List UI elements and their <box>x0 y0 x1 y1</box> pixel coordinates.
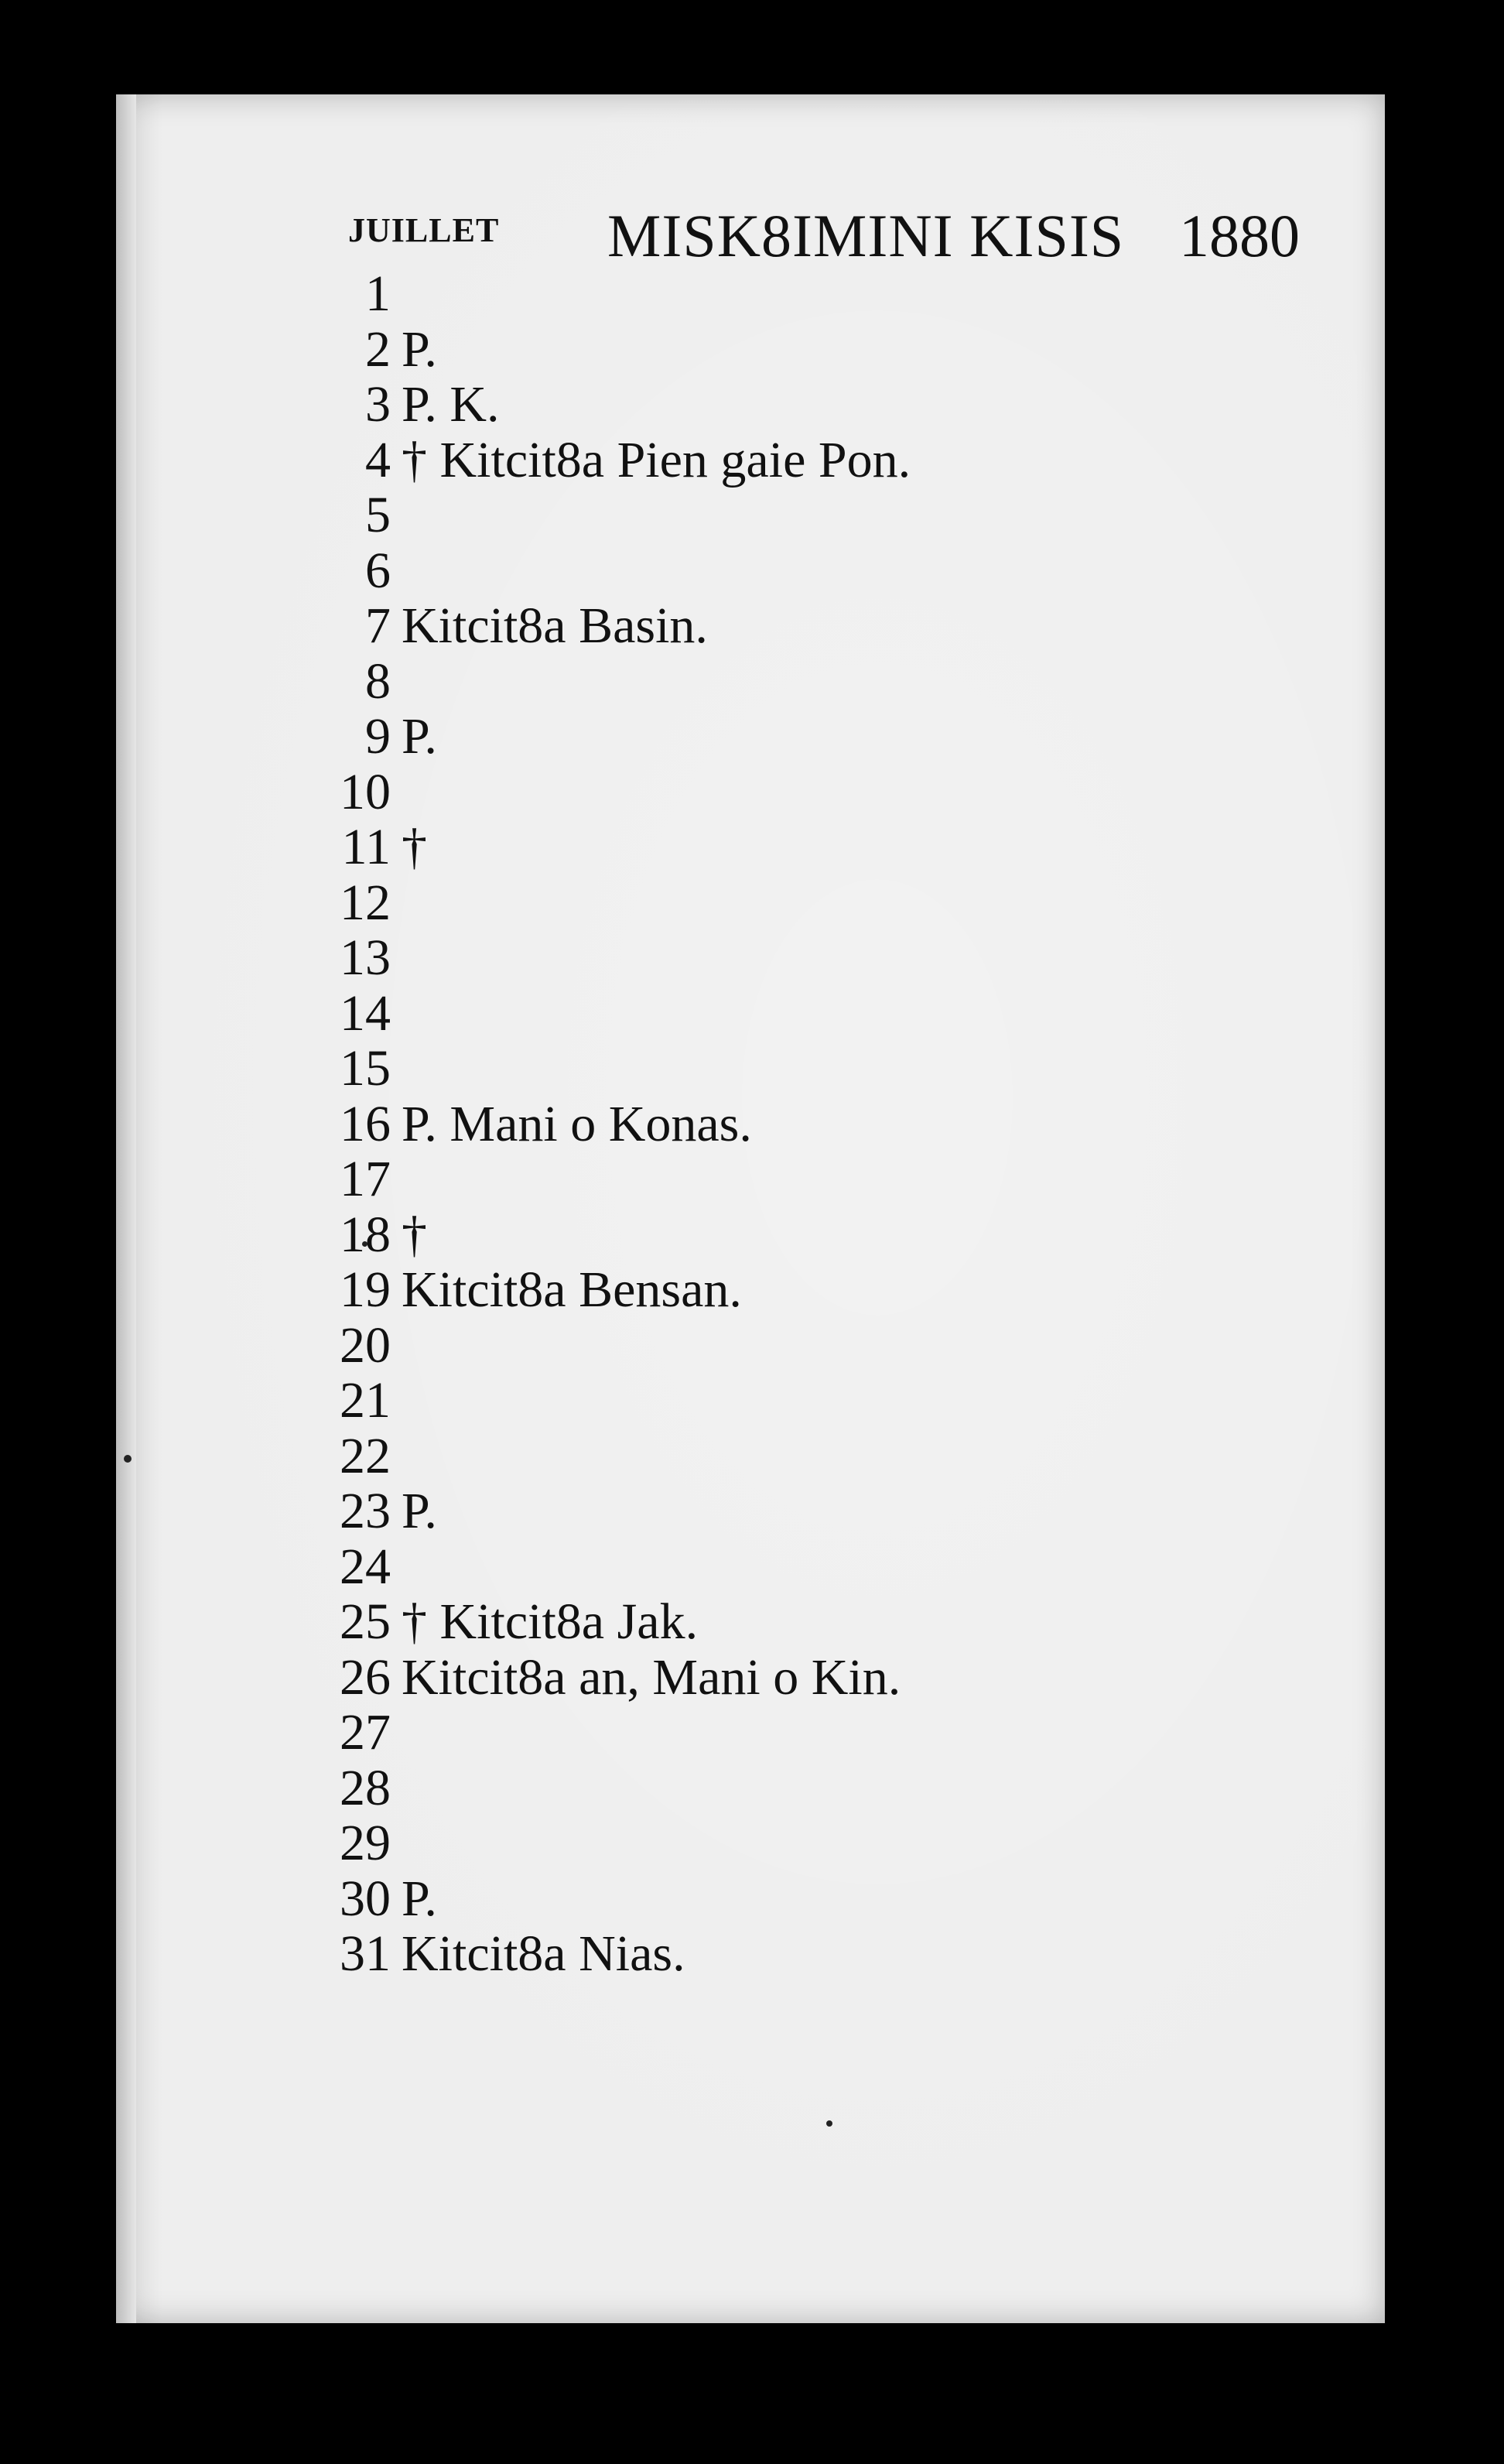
day-row <box>294 1041 1338 1097</box>
day-number: 26 <box>340 1648 391 1706</box>
day-row <box>294 488 1338 543</box>
day-row <box>294 322 1338 378</box>
day-row <box>294 986 1338 1042</box>
day-row <box>294 654 1338 710</box>
day-number: 27 <box>340 1704 391 1761</box>
day-row <box>294 1262 1338 1318</box>
day-row <box>294 1539 1338 1595</box>
day-number: 15 <box>340 1040 391 1097</box>
day-number: 31 <box>340 1925 391 1982</box>
day-row <box>294 598 1338 654</box>
day-entry: † Kitcit8a Pien gaie Pon. <box>402 431 911 488</box>
day-number: 21 <box>340 1372 391 1429</box>
day-row <box>294 1152 1338 1207</box>
day-number: 19 <box>340 1261 391 1318</box>
header-year: 1880 <box>1179 202 1300 269</box>
day-number: 24 <box>340 1538 391 1595</box>
day-number: 13 <box>340 929 391 986</box>
day-entry: † Kitcit8a Jak. <box>402 1593 699 1650</box>
day-number: 10 <box>340 763 391 820</box>
day-entry: Kitcit8a an, Mani o Kin. <box>402 1648 901 1706</box>
day-row <box>294 1815 1338 1871</box>
day-entry: P. <box>402 1870 437 1927</box>
day-row <box>294 266 1338 322</box>
day-row <box>294 1705 1338 1761</box>
day-entry: Kitcit8a Basin. <box>402 597 708 654</box>
day-entry: Kitcit8a Bensan. <box>402 1261 742 1318</box>
day-row <box>294 1650 1338 1706</box>
header-month: JUILLET <box>348 211 500 249</box>
day-number: 1 <box>365 265 391 322</box>
day-entry: P. K. <box>402 376 500 433</box>
day-row <box>294 543 1338 599</box>
day-entry: P. <box>402 708 437 765</box>
page-edge <box>116 94 136 2323</box>
day-entry: P. <box>402 1483 437 1539</box>
day-entry: P. Mani o Konas. <box>402 1095 752 1152</box>
day-entry: Kitcit8a Nias. <box>402 1925 685 1982</box>
day-row <box>294 1926 1338 1982</box>
day-row <box>294 433 1338 488</box>
day-number: 4 <box>365 431 391 488</box>
day-row <box>294 377 1338 433</box>
day-row <box>294 1318 1338 1374</box>
day-row <box>294 1207 1338 1263</box>
day-number: 23 <box>340 1483 391 1539</box>
day-number: 22 <box>340 1427 391 1484</box>
day-number: 18 <box>340 1206 391 1263</box>
day-number: 6 <box>365 542 391 599</box>
day-entry: † <box>402 1206 427 1263</box>
day-number: 16 <box>340 1095 391 1152</box>
day-row <box>294 875 1338 931</box>
day-number: 2 <box>365 320 391 378</box>
day-number: 28 <box>340 1759 391 1816</box>
day-number: 14 <box>340 984 391 1042</box>
day-row <box>294 1429 1338 1484</box>
day-row <box>294 930 1338 986</box>
day-row <box>294 1761 1338 1816</box>
day-number: 29 <box>340 1815 391 1871</box>
day-number: 8 <box>365 652 391 710</box>
day-number: 20 <box>340 1316 391 1374</box>
day-number: 3 <box>365 376 391 433</box>
day-entry: P. <box>402 320 437 378</box>
day-number: 30 <box>340 1870 391 1927</box>
ink-speck <box>826 2120 832 2127</box>
header-title: MISK8IMINI KISIS <box>607 202 1125 269</box>
day-row <box>294 1484 1338 1539</box>
day-row <box>294 820 1338 875</box>
day-number: 12 <box>340 874 391 931</box>
day-row <box>294 709 1338 765</box>
ink-speck <box>124 1455 132 1463</box>
day-entry: † <box>402 819 427 875</box>
day-list <box>294 266 1338 1982</box>
day-row <box>294 1373 1338 1429</box>
day-row <box>294 1097 1338 1152</box>
day-number: 7 <box>365 597 391 654</box>
day-number: 25 <box>340 1593 391 1650</box>
day-row <box>294 765 1338 820</box>
day-number: 5 <box>365 487 391 543</box>
day-row <box>294 1594 1338 1650</box>
day-number: 11 <box>341 819 391 875</box>
day-number: 9 <box>365 708 391 765</box>
day-number: 17 <box>340 1151 391 1207</box>
day-row <box>294 1871 1338 1927</box>
